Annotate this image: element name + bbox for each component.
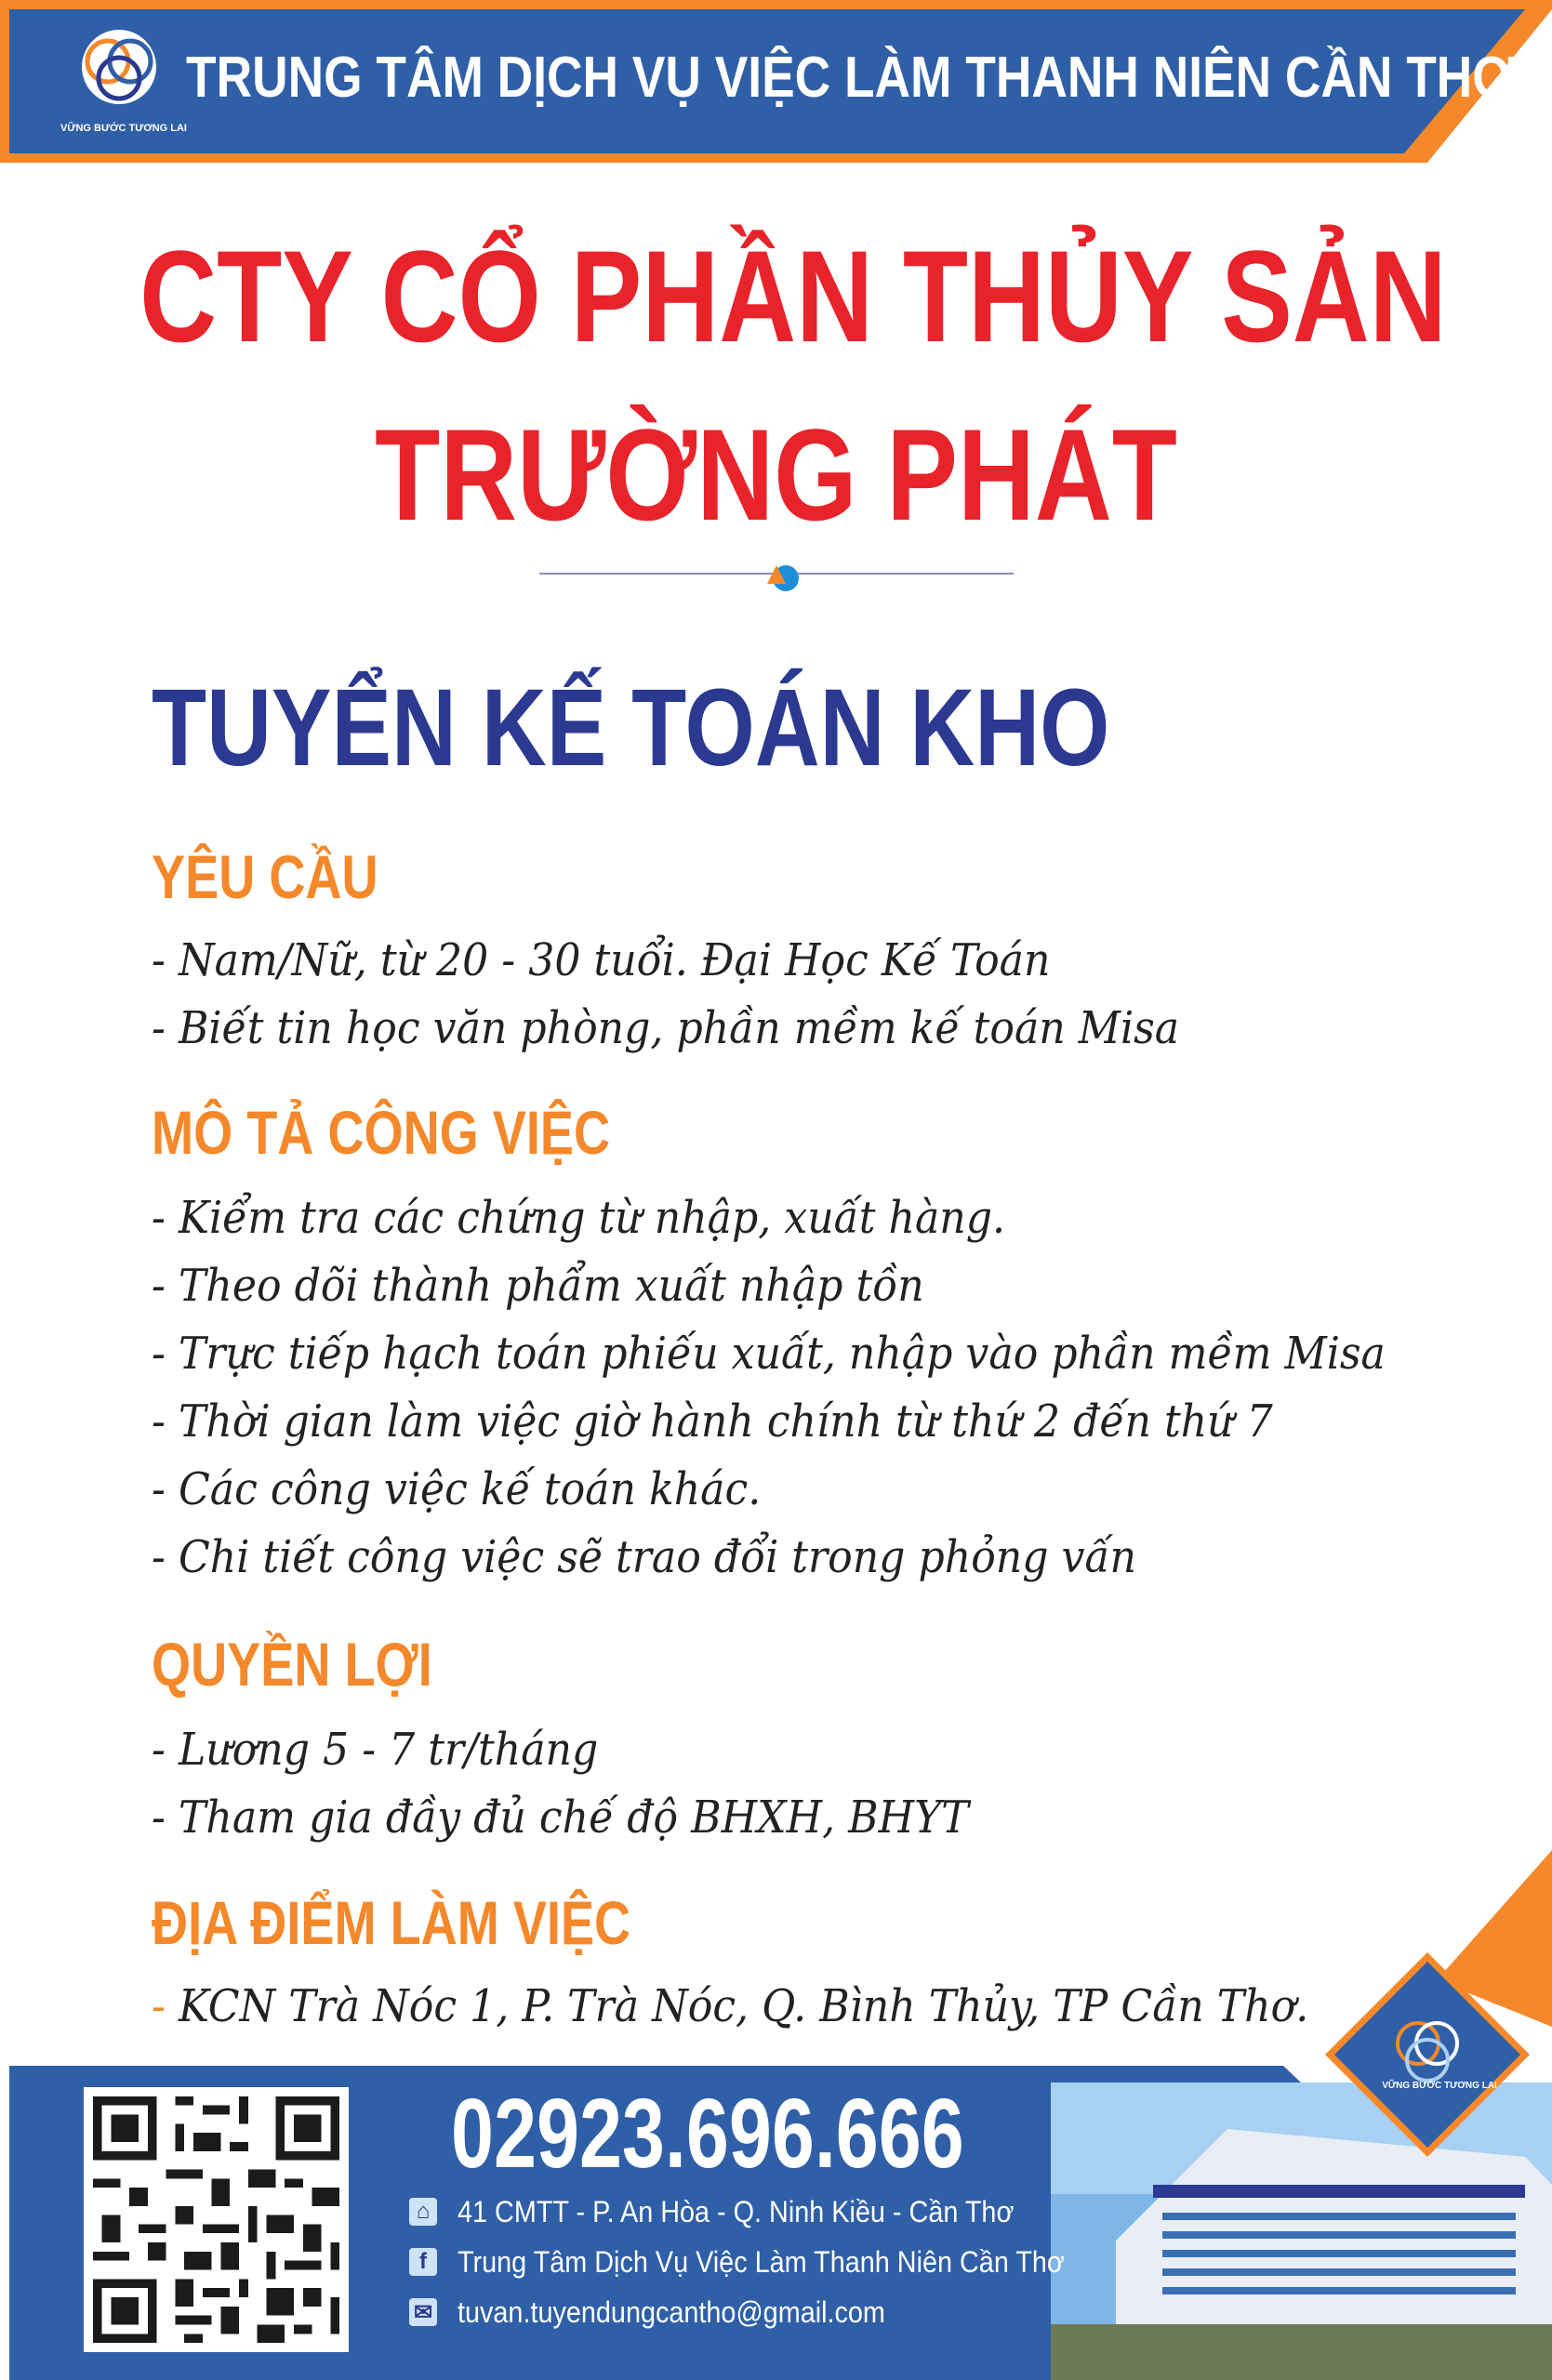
bottom-logo-tagline: VỮNG BƯỚC TƯƠNG LAI — [1382, 2081, 1497, 2091]
description-heading: MÔ TẢ CÔNG VIỆC — [152, 1098, 611, 1167]
header-title: TRUNG TÂM DỊCH VỤ VIỆC LÀM THANH NIÊN CẦN THƠ — [186, 46, 1515, 110]
benefit-item: - Tham gia đầy đủ chế độ BHXH, BHYT — [152, 1792, 969, 1844]
description-item: - Chi tiết công việc sẽ trao đổi trong phỏng vấn — [152, 1531, 1136, 1583]
benefits-heading: QUYỀN LỢI — [152, 1630, 432, 1699]
divider — [539, 556, 1014, 593]
address-text: 41 CMTT - P. An Hòa - Q. Ninh Kiều - Cần Thơ — [458, 2194, 1015, 2228]
job-title: TUYỂN KẾ TOÁN KHO — [152, 667, 1110, 789]
requirement-item: - Biết tin học văn phòng, phần mềm kế toán Misa — [152, 1002, 1180, 1054]
benefit-item: - Lương 5 - 7 tr/tháng — [152, 1724, 599, 1776]
description-item: - Các công việc kế toán khác. — [152, 1463, 762, 1515]
description-item: - Thời gian làm việc giờ hành chính từ thứ 2 đến thứ 7 — [152, 1395, 1273, 1448]
facebook-icon: f — [409, 2248, 437, 2276]
email-icon: ✉ — [409, 2298, 437, 2326]
phone-number[interactable]: 02923.696.666 — [451, 2079, 964, 2188]
facebook-text[interactable]: Trung Tâm Dịch Vụ Việc Làm Thanh Niên Cần Thơ — [458, 2244, 1065, 2279]
email-text[interactable]: tuvan.tuyendungcantho@gmail.com — [458, 2294, 885, 2329]
facebook-row[interactable] — [409, 2242, 1132, 2281]
company-name-line1: CTY CỔ PHẦN THỦY SẢN — [139, 223, 1447, 369]
email-row[interactable] — [409, 2293, 933, 2332]
company-name-line2: TRƯỜNG PHÁT — [375, 402, 1177, 548]
location-text: KCN Trà Nóc 1, P. Trà Nóc, Q. Bình Thủy, TP Cần Thơ. — [178, 1980, 1309, 2032]
description-item: - Trực tiếp hạch toán phiếu xuất, nhập vào phần mềm Misa — [152, 1328, 1386, 1380]
requirements-heading: YÊU CẦU — [152, 842, 378, 911]
location-heading: ĐỊA ĐIỂM LÀM VIỆC — [152, 1888, 631, 1957]
qr-code[interactable] — [84, 2087, 349, 2352]
description-item: - Theo dõi thành phẩm xuất nhập tồn — [152, 1260, 924, 1312]
building-photo — [1051, 2082, 1552, 2380]
logo-tagline: VỮNG BƯỚC TƯƠNG LAI — [60, 123, 187, 134]
address-row — [409, 2192, 1076, 2231]
location-dash: - — [152, 1980, 166, 2032]
requirement-item: - Nam/Nữ, từ 20 - 30 tuổi. Đại Học Kế Toán — [152, 934, 1051, 986]
logo-icon — [82, 30, 156, 104]
description-item: - Kiểm tra các chứng từ nhập, xuất hàng. — [152, 1192, 1006, 1244]
home-icon: ⌂ — [409, 2198, 437, 2226]
